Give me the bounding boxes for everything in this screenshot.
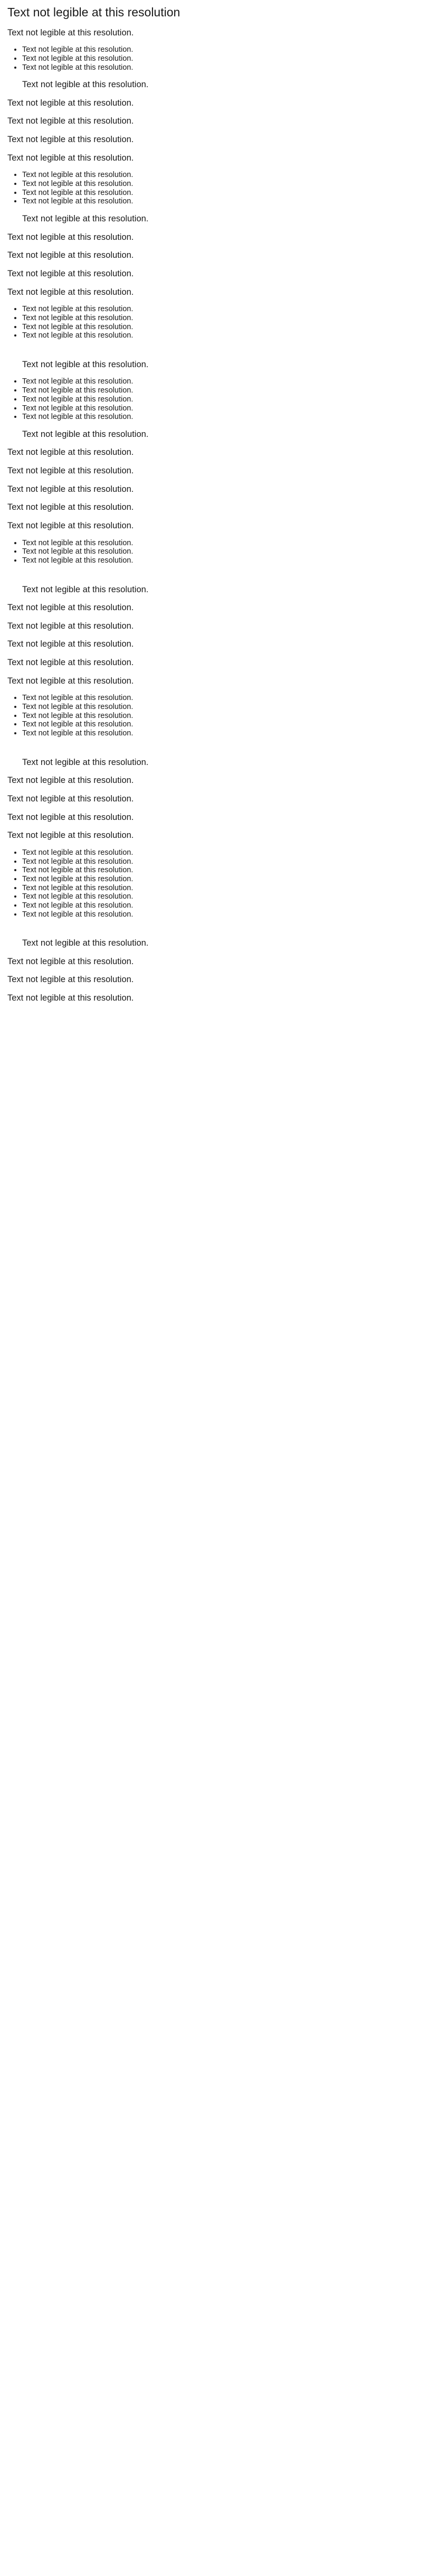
paragraph: Text not legible at this resolution. — [7, 447, 134, 458]
list-item: • Text not legible at this resolution. — [22, 45, 440, 54]
list-item: • Text not legible at this resolution. — [22, 305, 440, 314]
paragraph: Text not legible at this resolution. — [7, 27, 134, 38]
list-item: • Text not legible at this resolution. — [22, 180, 440, 189]
paragraph: Text not legible at this resolution. — [22, 214, 149, 224]
bullet-list — [7, 848, 440, 919]
list-item: • Text not legible at this resolution. — [22, 729, 440, 738]
bullet-list — [7, 305, 440, 340]
bullet-list — [7, 171, 440, 206]
list-item: • Text not legible at this resolution. — [22, 323, 440, 332]
paragraph: Text not legible at this resolution. — [7, 250, 134, 260]
paragraph: Text not legible at this resolution. — [7, 639, 134, 649]
list-item: • Text not legible at this resolution. — [22, 547, 440, 556]
paragraph: Text not legible at this resolution. — [7, 116, 134, 126]
list-item: • Text not legible at this resolution. — [22, 314, 440, 323]
list-item: • Text not legible at this resolution. — [22, 556, 440, 565]
list-item: • Text not legible at this resolution. — [22, 910, 440, 919]
list-item: • Text not legible at this resolution. — [22, 703, 440, 712]
bullet-list — [7, 45, 440, 72]
paragraph: Text not legible at this resolution. — [7, 812, 134, 822]
list-item: • Text not legible at this resolution. — [22, 875, 440, 884]
list-item: • Text not legible at this resolution. — [22, 63, 440, 72]
document-body — [7, 27, 440, 1004]
list-item: • Text not legible at this resolution. — [22, 866, 440, 875]
paragraph: Text not legible at this resolution. — [7, 484, 134, 494]
list-item: • Text not legible at this resolution. — [22, 884, 440, 893]
list-item: • Text not legible at this resolution. — [22, 848, 440, 857]
page-title: Text not legible at this resolution — [7, 5, 180, 19]
list-item: • Text not legible at this resolution. — [22, 539, 440, 548]
figure-caption: Text not legible at this resolution. — [7, 135, 134, 145]
paragraph: Text not legible at this resolution. — [7, 975, 134, 985]
list-item: • Text not legible at this resolution. — [22, 694, 440, 703]
paragraph: Text not legible at this resolution. — [7, 98, 134, 108]
paragraph: Text not legible at this resolution. — [7, 993, 134, 1003]
paragraph: Text not legible at this resolution. — [22, 938, 149, 948]
paragraph: Text not legible at this resolution. — [7, 603, 134, 613]
list-item: • Text not legible at this resolution. — [22, 395, 440, 404]
list-item: • Text not legible at this resolution. — [22, 413, 440, 422]
paragraph: Text not legible at this resolution. — [7, 268, 134, 278]
paragraph: Text not legible at this resolution. — [7, 520, 134, 530]
list-item: • Text not legible at this resolution. — [22, 331, 440, 340]
list-item: • Text not legible at this resolution. — [22, 189, 440, 198]
list-item: • Text not legible at this resolution. — [22, 901, 440, 910]
list-item: • Text not legible at this resolution. — [22, 712, 440, 721]
paragraph: Text not legible at this resolution. — [7, 232, 134, 242]
paragraph: Text not legible at this resolution. — [7, 830, 134, 841]
list-item: • Text not legible at this resolution. — [22, 720, 440, 729]
list-item: • Text not legible at this resolution. — [22, 377, 440, 386]
paragraph: Text not legible at this resolution. — [7, 956, 134, 966]
list-item: • Text not legible at this resolution. — [22, 386, 440, 395]
list-item: • Text not legible at this resolution. — [22, 892, 440, 901]
paragraph: Text not legible at this resolution. — [22, 80, 149, 90]
figure-caption: Text not legible at this resolution. — [7, 658, 134, 668]
paragraph: Text not legible at this resolution. — [7, 153, 134, 163]
bullet-list — [7, 539, 440, 565]
paragraph: Text not legible at this resolution. — [7, 621, 134, 631]
paragraph: Text not legible at this resolution. — [7, 287, 134, 297]
paragraph: Text not legible at this resolution. — [22, 359, 149, 369]
paragraph: Text not legible at this resolution. — [7, 794, 134, 804]
list-item: • Text not legible at this resolution. — [22, 197, 440, 206]
paragraph: Text not legible at this resolution. — [7, 502, 134, 512]
paragraph: Text not legible at this resolution. — [7, 776, 134, 786]
list-item: • Text not legible at this resolution. — [22, 404, 440, 413]
bullet-list — [7, 694, 440, 738]
paragraph: Text not legible at this resolution. — [7, 466, 134, 476]
list-item: • Text not legible at this resolution. — [22, 171, 440, 180]
bullet-list — [7, 377, 440, 421]
paragraph: Text not legible at this resolution. — [7, 676, 134, 686]
paragraph: Text not legible at this resolution. — [22, 584, 149, 594]
list-item: • Text not legible at this resolution. — [22, 54, 440, 63]
paragraph: Text not legible at this resolution. — [22, 429, 149, 439]
list-item: • Text not legible at this resolution. — [22, 857, 440, 866]
paragraph: Text not legible at this resolution. — [22, 757, 149, 767]
